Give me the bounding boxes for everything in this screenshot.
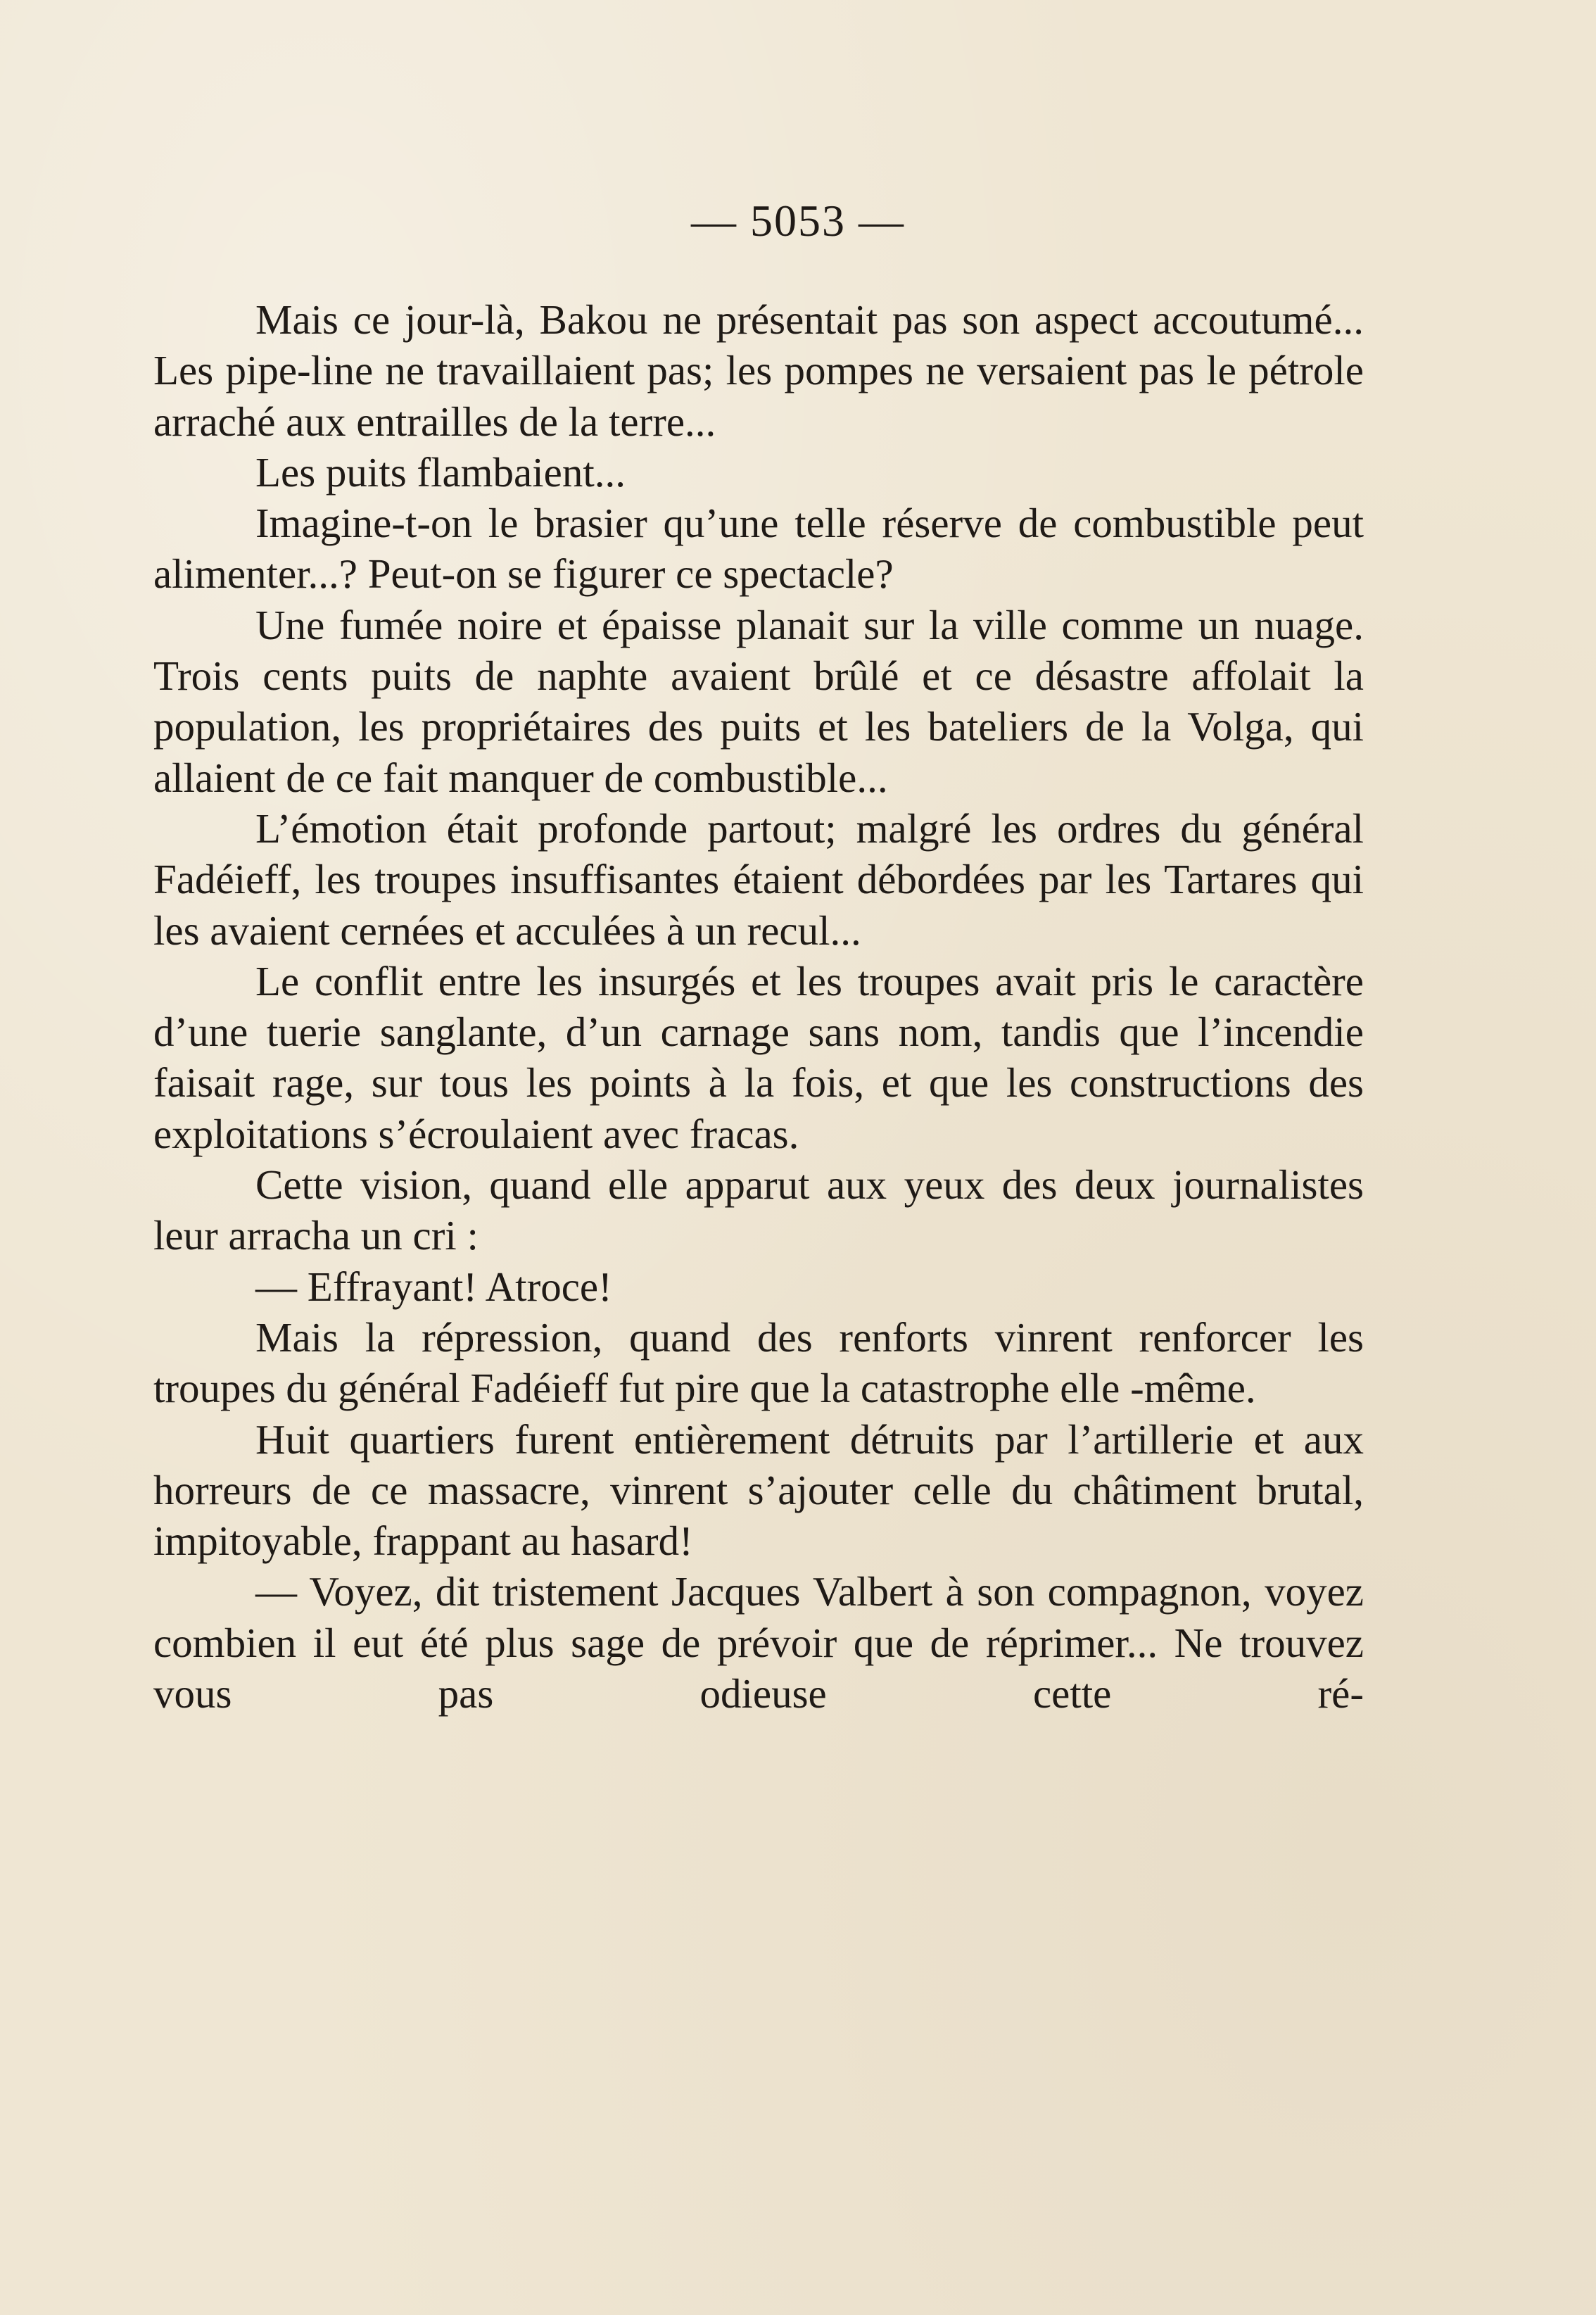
paragraph: Mais ce jour-là, Bakou ne présentait pas son aspect accoutumé... Les pipe-line ne travaillaient pas; les pompes ne versaient pas le pétrole arraché aux entrailles de la terre... <box>153 296 1364 445</box>
paragraph: Une fumée noire et épaisse planait sur la ville comme un nuage. Trois cents puits de naphte avaient brûlé et ce désastre affolait la population, les propriétaires des puits et les bateliers de la Volga, qui allaient de ce fait manquer de combustible... <box>153 601 1364 801</box>
page-number: — 5053 — <box>691 196 905 246</box>
paragraph: Huit quartiers furent entièrement détruits par l’artillerie et aux horreurs de ce massacre, vinrent s’ajouter celle du châtiment brutal, impitoyable, frappant au hasard! <box>153 1415 1364 1565</box>
paragraph: Le conflit entre les insurgés et les troupes avait pris le caractère d’une tuerie sanglante, d’un carnage sans nom, tandis que l’incendie faisait rage, sur tous les points à la fois, et que les constructions des exploitations s’écroulaient avec fracas. <box>153 957 1364 1157</box>
paragraph: Mais la répression, quand des renforts vinrent renforcer les troupes du général Fadéieff fut pire que la catastrophe elle -même. <box>153 1313 1364 1412</box>
paragraph: — Effrayant! Atroce! <box>255 1263 612 1310</box>
body-text <box>153 294 1364 1719</box>
paragraph: Cette vision, quand elle apparut aux yeux des deux journalistes leur arracha un cri : <box>153 1161 1364 1259</box>
paragraph: — Voyez, dit tristement Jacques Valbert à son compagnon, voyez combien il eut été plus sage de prévoir que de réprimer... Ne trouvez vous pas odieuse cette ré- <box>153 1568 1364 1717</box>
paragraph: Imagine-t-on le brasier qu’une telle réserve de combustible peut alimenter...? Peut-on se figurer ce spectacle? <box>153 500 1364 598</box>
paragraph: L’émotion était profonde partout; malgré les ordres du général Fadéieff, les troupes insuffisantes étaient débordées par les Tartares qui les avaient cernées et acculées à un recul... <box>153 805 1364 954</box>
paragraph: Les puits flambaient... <box>255 448 626 496</box>
